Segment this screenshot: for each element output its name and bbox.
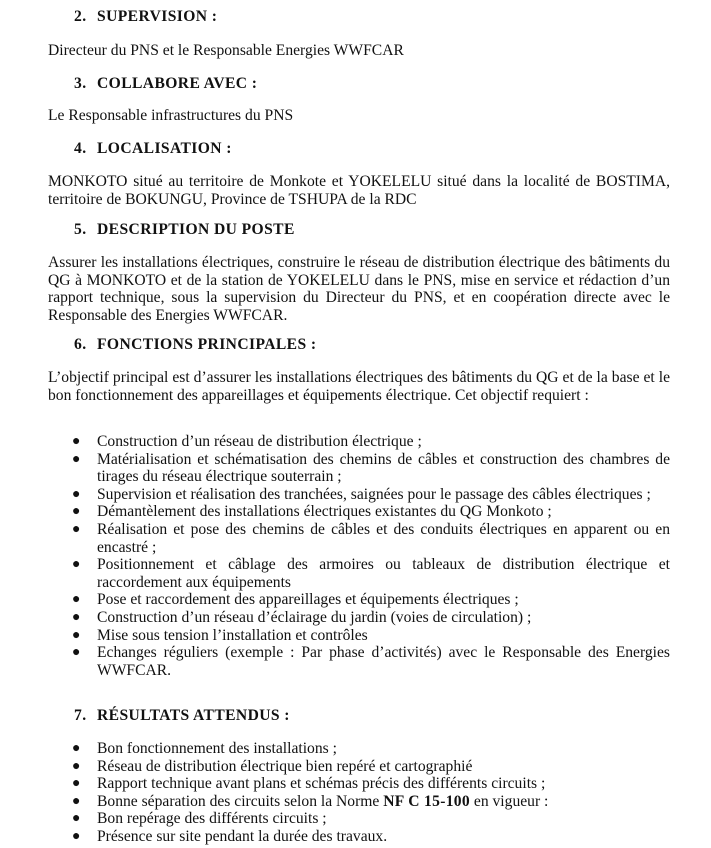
localisation-text: MONKOTO situé au territoire de Monkote et YOKELELU situé dans la localité de BOSTIMA, territoire de BOKUNGU, Province de TSHUPA de la RDC	[48, 173, 670, 208]
section-title: COLLABORE AVEC :	[97, 75, 258, 92]
section-number: 6.	[74, 336, 87, 353]
section-heading-supervision	[74, 8, 217, 26]
list-item: ● Présence sur site pendant la durée des travaux.	[72, 827, 388, 845]
section-heading-resultats	[74, 707, 290, 725]
bullet-icon: ●	[72, 793, 81, 809]
list-item: ● Rapport technique avant plans et schémas précis des différents circuits ;	[72, 775, 546, 793]
bullet-icon: ●	[72, 609, 81, 625]
bullet-icon: ●	[72, 776, 81, 792]
bullet-icon: ●	[72, 645, 81, 661]
list-item: ● Echanges réguliers (exemple : Par phase d’activités) avec le Responsable des Energies WWFCAR.	[72, 644, 670, 679]
bullet-icon: ●	[72, 434, 81, 449]
bullet-icon: ●	[72, 627, 81, 643]
resultats-list	[0, 740, 670, 846]
list-item: ● Supervision et réalisation des tranchées, saignées pour le passage des câbles électriques ;	[72, 485, 651, 503]
bullet-icon: ●	[72, 741, 81, 756]
fonctions-list	[0, 433, 670, 679]
fonctions-intro-text: L’objectif principal est d’assurer les installations électriques des bâtiments du QG et de la base et le bon fonctionnement des appareillages et équipements électrique. Cet objectif requiert :	[48, 369, 670, 404]
bullet-icon: ●	[72, 521, 81, 537]
section-number: 5.	[74, 221, 87, 238]
list-item: ● Matérialisation et schématisation des chemins de câbles et construction des chambres de tirages du réseau électrique souterrain ;	[72, 450, 670, 486]
section-heading-collabore	[74, 75, 257, 93]
section-title: RÉSULTATS ATTENDUS :	[97, 707, 290, 724]
bullet-icon: ●	[72, 811, 81, 827]
bullet-icon: ●	[72, 504, 81, 520]
list-item: ● Mise sous tension l’installation et contrôles	[72, 626, 368, 644]
section-number: 4.	[74, 140, 87, 157]
list-item: ● Démantèlement des installations électriques existantes du QG Monkoto ;	[72, 503, 552, 521]
supervision-text: Directeur du PNS et le Responsable Energies WWFCAR	[48, 42, 404, 59]
list-item: ● Bonne séparation des circuits selon la Norme NF C 15-100 en vigueur :	[72, 792, 549, 810]
bullet-icon: ●	[72, 828, 81, 844]
section-number: 7.	[74, 707, 87, 724]
list-item: ● Réseau de distribution électrique bien repéré et cartographié	[72, 757, 473, 775]
norm-reference: NF C 15-100	[383, 792, 470, 810]
section-heading-description	[74, 221, 295, 239]
section-number: 3.	[74, 75, 87, 92]
bullet-icon: ●	[72, 486, 81, 502]
list-item: ● Pose et raccordement des appareillages et équipements électriques ;	[72, 591, 519, 609]
section-number: 2.	[74, 8, 87, 25]
bullet-icon: ●	[72, 758, 81, 774]
bullet-icon: ●	[72, 557, 81, 573]
section-title: FONCTIONS PRINCIPALES :	[97, 336, 317, 353]
section-heading-fonctions	[74, 336, 316, 354]
bullet-icon: ●	[72, 592, 81, 608]
section-title: SUPERVISION :	[97, 8, 218, 25]
list-item: ● Bon fonctionnement des installations ;	[72, 740, 337, 757]
list-item: ● Réalisation et pose des chemins de câbles et des conduits électriques en apparent ou en encastré ;	[72, 520, 670, 556]
description-text: Assurer les installations électriques, construire le réseau de distribution électrique des bâtiments du QG à MONKOTO et de la station de YOKELELU dans le PNS, mise en service et rédaction d’un rapport technique, sous la supervision du Directeur du PNS, et en coopération directe avec le Responsable des Energies WWFCAR.	[48, 254, 670, 324]
list-item: ● Bon repérage des différents circuits ;	[72, 810, 327, 828]
list-item: ● Positionnement et câblage des armoires ou tableaux de distribution électrique et raccordement aux équipements	[72, 556, 670, 591]
section-title: LOCALISATION :	[97, 140, 232, 157]
bullet-icon: ●	[72, 451, 81, 467]
section-title: DESCRIPTION DU POSTE	[97, 221, 295, 238]
section-heading-localisation	[74, 140, 232, 158]
collabore-text: Le Responsable infrastructures du PNS	[48, 107, 294, 124]
list-item: ● Construction d’un réseau de distribution électrique ;	[72, 433, 422, 450]
list-item: ● Construction d’un réseau d’éclairage du jardin (voies de circulation) ;	[72, 608, 532, 626]
